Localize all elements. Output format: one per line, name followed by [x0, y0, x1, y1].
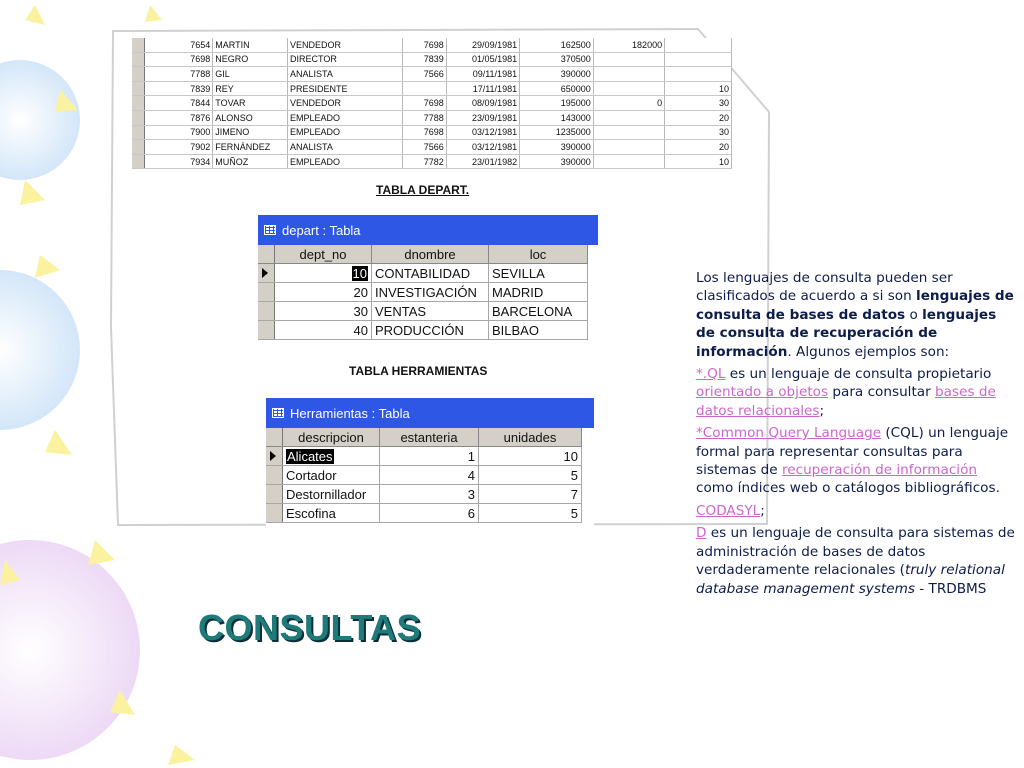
table-icon	[272, 408, 284, 418]
table-cell	[402, 81, 446, 96]
row-selector[interactable]	[258, 302, 275, 321]
intro-text: o	[905, 306, 923, 323]
cell-value: Alicates	[287, 448, 333, 464]
depart-grid	[258, 245, 588, 340]
table-cell	[665, 67, 732, 82]
table-cell[interactable]	[479, 447, 582, 466]
cell-value: 7	[570, 486, 578, 502]
cell-value: 1	[467, 448, 475, 464]
table-cell: 195000	[520, 96, 594, 111]
intro-bold-text: lenguajes de consulta de bases de datos	[696, 288, 1014, 323]
table-row	[132, 125, 732, 140]
table-cell: 7698	[145, 52, 213, 67]
table-cell: NEGRO	[213, 52, 288, 67]
table-cell[interactable]	[489, 283, 588, 302]
bubble-shape	[0, 270, 80, 430]
table-cell: 162500	[520, 38, 594, 52]
cell-value: SEVILLA	[492, 265, 545, 281]
table-cell[interactable]	[479, 504, 582, 523]
table-cell: 10	[665, 154, 732, 169]
herramientas-window-title: Herramientas : Tabla	[290, 405, 410, 421]
d-text: es un lenguaje de consulta para sistemas de administración de bases de datos verdaderamente relacionales (	[696, 525, 1015, 579]
cql-link[interactable]: *Common Query Language	[696, 425, 882, 442]
codasyl-text: ;	[760, 502, 765, 519]
table-cell: 7788	[402, 110, 446, 125]
ql-link[interactable]: *.QL	[696, 366, 726, 383]
table-cell: MARTIN	[213, 38, 288, 52]
table-cell: 7654	[145, 38, 213, 52]
table-cell: DIRECTOR	[287, 52, 402, 67]
cql-paragraph	[696, 424, 1018, 498]
depart-caption: TABLA DEPART.	[376, 183, 470, 197]
row-selector[interactable]	[258, 283, 275, 302]
intro-text: Los lenguajes de consulta pueden ser clasificados de acuerdo a si son	[696, 270, 953, 305]
table-cell: EMPLEADO	[287, 110, 402, 125]
table-row	[258, 264, 588, 283]
table-row	[132, 81, 732, 96]
table-cell: 03/12/1981	[446, 125, 519, 140]
row-selector[interactable]	[132, 110, 145, 125]
table-cell[interactable]	[372, 302, 489, 321]
table-cell: 7566	[402, 67, 446, 82]
cell-value: 10	[352, 265, 367, 281]
object-oriented-link[interactable]: orientado a objetos	[696, 384, 829, 401]
table-cell	[665, 38, 732, 52]
corner-cell	[266, 428, 283, 447]
row-selector[interactable]	[132, 125, 145, 140]
table-cell: 30	[665, 125, 732, 140]
table-cell[interactable]	[275, 302, 372, 321]
cell-value: Cortador	[286, 467, 337, 483]
table-cell: 7698	[402, 96, 446, 111]
table-cell: ANALISTA	[287, 67, 402, 82]
cell-value: PRODUCCIÓN	[375, 322, 464, 338]
table-row	[258, 283, 588, 302]
bubble-shape	[0, 540, 140, 760]
table-cell	[665, 52, 732, 67]
row-selector[interactable]	[258, 321, 275, 340]
table-cell	[593, 67, 664, 82]
ql-text: es un lenguaje de consulta propietario	[725, 366, 992, 383]
table-cell: 09/11/1981	[446, 67, 519, 82]
ql-paragraph	[696, 365, 1018, 420]
star-shape	[0, 560, 20, 585]
table-icon	[264, 225, 276, 235]
table-cell: VENDEDOR	[287, 96, 402, 111]
table-cell: 30	[665, 96, 732, 111]
table-cell: 7876	[145, 110, 213, 125]
table-row	[132, 52, 732, 67]
column-header[interactable]: descripcion	[283, 428, 380, 447]
table-cell	[593, 81, 664, 96]
relational-databases-link[interactable]: bases de datos relacionales	[696, 384, 996, 419]
table-cell[interactable]	[275, 264, 372, 283]
table-cell: EMPLEADO	[287, 154, 402, 169]
intro-paragraph	[696, 269, 1018, 361]
table-cell[interactable]	[479, 466, 582, 485]
corner-cell	[258, 245, 275, 264]
row-selector[interactable]	[258, 264, 275, 283]
cell-value: 5	[570, 467, 578, 483]
table-cell[interactable]	[479, 485, 582, 504]
column-header[interactable]: loc	[489, 245, 588, 264]
cell-value: 5	[570, 505, 578, 521]
table-cell: TOVAR	[213, 96, 288, 111]
table-cell	[593, 125, 664, 140]
row-selector[interactable]	[132, 96, 145, 111]
row-selector[interactable]	[266, 485, 283, 504]
employees-table	[132, 38, 732, 190]
star-shape	[88, 540, 115, 565]
table-cell	[593, 140, 664, 155]
star-shape	[35, 255, 60, 278]
cell-value: BARCELONA	[492, 303, 573, 319]
depart-window-title: depart : Tabla	[282, 222, 361, 238]
table-cell: 20	[665, 110, 732, 125]
table-row	[132, 96, 732, 111]
table-cell: 0	[593, 96, 664, 111]
cell-value: 30	[353, 303, 368, 319]
cql-text: como índices web o catálogos bibliográficos.	[696, 480, 1000, 497]
table-cell: 7839	[145, 81, 213, 96]
table-row	[132, 110, 732, 125]
table-cell: 20	[665, 140, 732, 155]
body-text	[696, 269, 1018, 602]
row-selector[interactable]	[266, 466, 283, 485]
table-cell[interactable]	[372, 264, 489, 283]
table-cell: 17/11/1981	[446, 81, 519, 96]
table-row	[266, 504, 582, 523]
codasyl-paragraph	[696, 502, 1018, 520]
table-cell[interactable]	[489, 264, 588, 283]
table-cell: PRESIDENTE	[287, 81, 402, 96]
slide-title: CONSULTAS	[198, 607, 422, 648]
table-cell: VENDEDOR	[287, 38, 402, 52]
herramientas-table-window	[266, 398, 594, 548]
table-row	[132, 154, 732, 169]
table-cell: 390000	[520, 154, 594, 169]
table-cell: 7788	[145, 67, 213, 82]
table-cell: 143000	[520, 110, 594, 125]
cell-value: MADRID	[492, 284, 544, 300]
table-cell: 7902	[145, 140, 213, 155]
table-cell: 08/09/1981	[446, 96, 519, 111]
column-header[interactable]: dnombre	[372, 245, 489, 264]
table-cell[interactable]	[380, 447, 479, 466]
table-cell: 01/05/1981	[446, 52, 519, 67]
table-cell: 29/09/1981	[446, 38, 519, 52]
table-cell	[593, 52, 664, 67]
table-row	[132, 67, 732, 82]
row-selector[interactable]	[132, 67, 145, 82]
table-row	[132, 38, 732, 52]
depart-table-window	[258, 215, 598, 345]
header-row	[266, 428, 582, 447]
star-shape	[45, 430, 72, 455]
table-cell: 182000	[593, 38, 664, 52]
table-row	[266, 485, 582, 504]
table-row	[266, 466, 582, 485]
table-row	[266, 447, 582, 466]
row-selector[interactable]	[266, 504, 283, 523]
column-header[interactable]: unidades	[479, 428, 582, 447]
table-cell: 390000	[520, 67, 594, 82]
table-cell: 650000	[520, 81, 594, 96]
screenshot-card	[110, 28, 772, 526]
cell-value: VENTAS	[375, 303, 427, 319]
information-retrieval-link[interactable]: recuperación de información	[781, 462, 978, 479]
star-shape	[25, 5, 45, 25]
table-cell: 390000	[520, 140, 594, 155]
table-cell: ANALISTA	[287, 140, 402, 155]
cell-value: 3	[467, 486, 475, 502]
star-shape	[55, 90, 78, 112]
cell-value: 20	[353, 284, 368, 300]
intro-bold-text: lenguajes de consulta de recuperación de información	[696, 306, 997, 360]
table-cell[interactable]	[283, 504, 380, 523]
d-text: - TRDBMS	[914, 580, 987, 597]
table-cell	[593, 110, 664, 125]
column-header[interactable]: estanteria	[380, 428, 479, 447]
cql-text: (CQL) un lenguaje formal para representar consultas para sistemas de	[696, 425, 1009, 479]
table-cell: 7934	[145, 154, 213, 169]
table-cell: 7698	[402, 125, 446, 140]
d-paragraph	[696, 524, 1018, 598]
row-selector[interactable]	[132, 38, 145, 52]
table-cell[interactable]	[283, 485, 380, 504]
table-cell: 7839	[402, 52, 446, 67]
herramientas-caption: TABLA HERRAMIENTAS	[349, 364, 488, 378]
table-cell: EMPLEADO	[287, 125, 402, 140]
table-cell: 23/01/1982	[446, 154, 519, 169]
table-cell[interactable]	[489, 321, 588, 340]
current-row-arrow-icon	[270, 451, 276, 461]
cell-value: INVESTIGACIÓN	[375, 284, 477, 300]
table-row	[132, 140, 732, 155]
table-cell[interactable]	[380, 485, 479, 504]
table-row	[258, 321, 588, 340]
herramientas-grid	[266, 428, 582, 523]
row-selector[interactable]	[266, 447, 283, 466]
table-cell: 03/12/1981	[446, 140, 519, 155]
table-cell: 7844	[145, 96, 213, 111]
table-cell[interactable]	[372, 283, 489, 302]
d-italic-text: truly relational database management systems	[696, 562, 1005, 597]
cell-value: BILBAO	[492, 322, 539, 338]
cell-value: CONTABILIDAD	[375, 265, 471, 281]
table-cell: 7900	[145, 125, 213, 140]
table-cell: REY	[213, 81, 288, 96]
table-cell: 23/09/1981	[446, 110, 519, 125]
table-cell: 7566	[402, 140, 446, 155]
depart-title-bar	[258, 215, 598, 245]
row-selector[interactable]	[132, 81, 145, 96]
intro-text: . Algunos ejemplos son:	[787, 343, 950, 360]
table-cell[interactable]	[380, 466, 479, 485]
table-cell[interactable]	[275, 283, 372, 302]
table-cell[interactable]	[380, 504, 479, 523]
table-cell[interactable]	[283, 466, 380, 485]
column-header[interactable]: dept_no	[275, 245, 372, 264]
cell-value: 40	[353, 322, 368, 338]
cell-value: 6	[467, 505, 475, 521]
row-selector[interactable]	[132, 154, 145, 169]
current-row-arrow-icon	[262, 268, 268, 278]
cell-value: Destornillador	[286, 486, 367, 502]
row-selector[interactable]	[132, 140, 145, 155]
table-cell[interactable]	[489, 302, 588, 321]
row-selector[interactable]	[132, 52, 145, 67]
cell-value: Escofina	[286, 505, 336, 521]
table-cell: 10	[665, 81, 732, 96]
codasyl-link[interactable]: CODASYL	[696, 502, 761, 519]
ql-text: para consultar	[828, 384, 936, 401]
star-shape	[20, 180, 45, 205]
table-cell[interactable]	[372, 321, 489, 340]
table-cell[interactable]	[275, 321, 372, 340]
table-cell: GIL	[213, 67, 288, 82]
star-shape	[168, 745, 195, 765]
table-cell: 7698	[402, 38, 446, 52]
table-cell: FERNÁNDEZ	[213, 140, 288, 155]
table-cell	[593, 154, 664, 169]
cell-value: 4	[467, 467, 475, 483]
herramientas-title-bar	[266, 398, 594, 428]
star-shape	[110, 690, 135, 715]
cell-value: 10	[563, 448, 578, 464]
table-cell: 1235000	[520, 125, 594, 140]
table-cell: 7782	[402, 154, 446, 169]
table-row	[258, 302, 588, 321]
bubble-shape	[0, 60, 80, 180]
table-cell: 370500	[520, 52, 594, 67]
table-cell: MUÑOZ	[213, 154, 288, 169]
table-cell: JIMENO	[213, 125, 288, 140]
ql-text: ;	[819, 402, 825, 419]
table-cell[interactable]	[283, 447, 380, 466]
table-cell: ALONSO	[213, 110, 288, 125]
star-shape	[145, 5, 162, 22]
d-language-link[interactable]: D	[696, 525, 707, 542]
header-row	[258, 245, 588, 264]
